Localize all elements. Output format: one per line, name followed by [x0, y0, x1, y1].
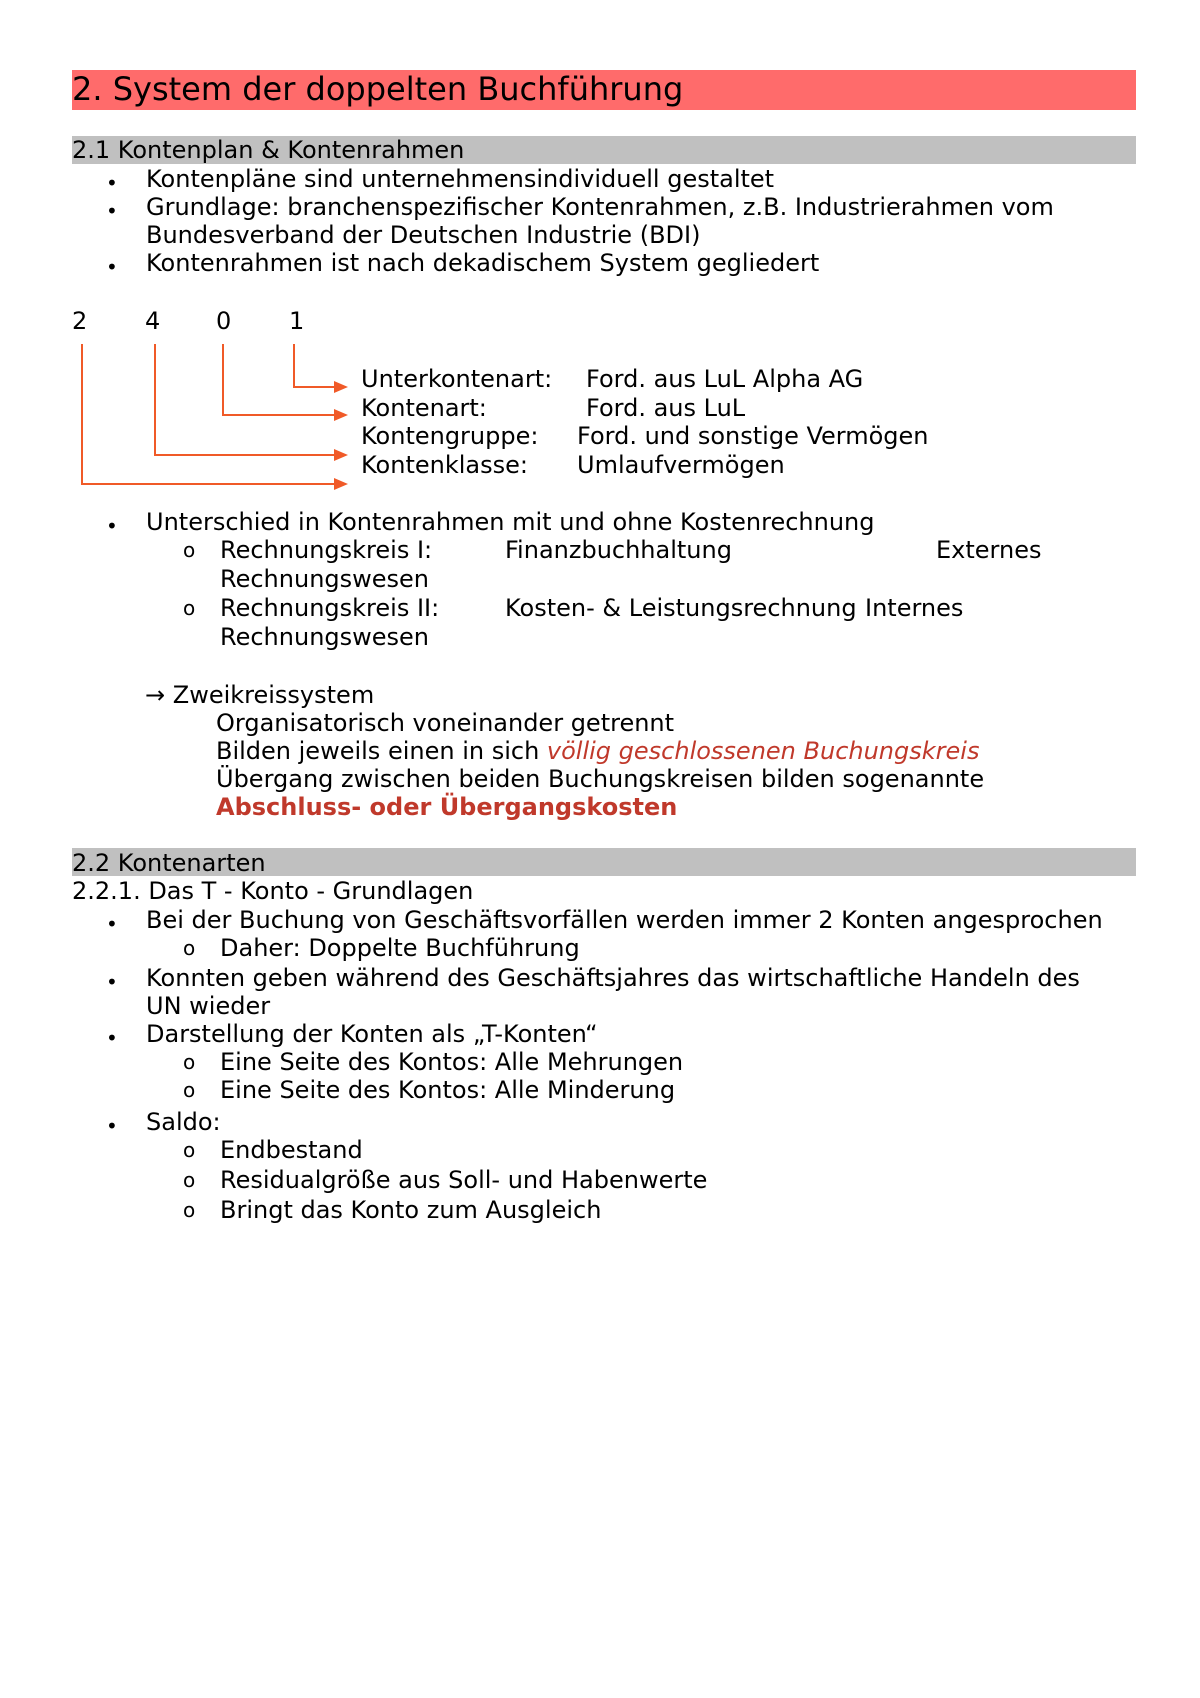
bullet-marker: •: [106, 199, 118, 223]
account-digit: 0: [216, 307, 232, 335]
plain-text: Bilden jeweils einen in sich: [216, 737, 547, 765]
mapping-value: Ford. aus LuL: [586, 394, 746, 422]
subsection-title: 2.2.1. Das T - Konto - Grundlagen: [72, 877, 474, 905]
sub-bullet-marker: o: [183, 538, 196, 562]
sub-bullet-text: Endbestand: [220, 1136, 363, 1164]
mapping-label: Unterkontenart:: [361, 365, 553, 393]
zweikreis-line: Übergang zwischen beiden Buchungskreisen bilden sogenannte: [216, 765, 985, 793]
rechnungskreis-desc: Finanzbuchhaltung: [505, 536, 732, 564]
section-title-2-1: 2.1 Kontenplan & Kontenrahmen: [72, 136, 465, 164]
rechnungskreis-name: Rechnungskreis II:: [220, 594, 440, 622]
arrowhead-icon: [334, 449, 348, 461]
bullet-text: Grundlage: branchenspezifischer Kontenrahmen, z.B. Industrierahmen vom: [146, 193, 1054, 221]
mapping-value: Ford. aus LuL Alpha AG: [586, 365, 864, 393]
bullet-marker: •: [106, 970, 118, 994]
arrow-digit-3: [223, 344, 338, 415]
sub-bullet-marker: o: [183, 1198, 196, 1222]
arrowhead-icon: [334, 409, 348, 421]
sub-bullet-marker: o: [183, 1078, 196, 1102]
account-digit: 2: [72, 307, 88, 335]
section-title-2-2: 2.2 Kontenarten: [72, 849, 266, 877]
zweikreis-line: [216, 739, 979, 763]
highlight-text: völlig geschlossenen Buchungskreis: [546, 737, 980, 765]
bullet-text: Kontenpläne sind unternehmensindividuell gestaltet: [146, 165, 775, 193]
sub-bullet-marker: o: [183, 936, 196, 960]
zweikreis-line: Organisatorisch voneinander getrennt: [216, 709, 675, 737]
bullet-marker: •: [106, 171, 118, 195]
sub-bullet-marker: o: [183, 1138, 196, 1162]
sub-bullet-marker: o: [183, 1168, 196, 1192]
bullet-text: Bei der Buchung von Geschäftsvorfällen werden immer 2 Konten angesprochen: [146, 906, 1103, 934]
bullet-text: Konnten geben während des Geschäftsjahres das wirtschaftliche Handeln des: [146, 964, 1080, 992]
account-digit: 1: [289, 307, 305, 335]
bullet-text: Kontenrahmen ist nach dekadischem System gegliedert: [146, 249, 820, 277]
sub-bullet-text: Daher: Doppelte Buchführung: [220, 934, 580, 962]
mapping-label: Kontenart:: [361, 394, 487, 422]
mapping-value: Umlaufvermögen: [577, 451, 785, 479]
arrow-digit-2: [155, 344, 338, 455]
bullet-marker: •: [106, 1026, 118, 1050]
bullet-text-cont: UN wieder: [146, 992, 271, 1020]
bullet-text-cont: Bundesverband der Deutschen Industrie (BDI): [146, 221, 701, 249]
bullet-text: Saldo:: [146, 1108, 221, 1136]
highlight-bold-text: Abschluss- oder Übergangskosten: [216, 793, 678, 821]
page-title: 2. System der doppelten Buchführung: [72, 70, 684, 108]
bullet-marker: •: [106, 514, 118, 538]
sub-bullet-text: Residualgröße aus Soll- und Habenwerte: [220, 1166, 708, 1194]
bullet-text: Darstellung der Konten als „T-Konten“: [146, 1020, 598, 1048]
mapping-label: Kontenklasse:: [361, 451, 528, 479]
mapping-value: Ford. und sonstige Vermögen: [577, 422, 929, 450]
sub-bullet-text: Eine Seite des Kontos: Alle Minderung: [220, 1076, 676, 1104]
rechnungskreis-type: Externes: [936, 536, 1042, 564]
rechnungskreis-cont: Rechnungswesen: [220, 565, 430, 593]
mapping-label: Kontengruppe:: [361, 422, 539, 450]
arrow-right-icon: →: [145, 681, 166, 709]
bullet-marker: •: [106, 1114, 118, 1138]
zweikreis-heading: [145, 683, 374, 707]
sub-bullet-marker: o: [183, 1050, 196, 1074]
rechnungskreis-name: Rechnungskreis I:: [220, 536, 433, 564]
sub-bullet-text: Eine Seite des Kontos: Alle Mehrungen: [220, 1048, 684, 1076]
arrowhead-icon: [334, 381, 348, 393]
sub-bullet-text: Bringt das Konto zum Ausgleich: [220, 1196, 602, 1224]
bullet-marker: •: [106, 912, 118, 936]
bullet-text: Unterschied in Kontenrahmen mit und ohne Kostenrechnung: [146, 508, 875, 536]
rechnungskreis-desc: Kosten- & Leistungsrechnung: [505, 594, 857, 622]
account-digit: 4: [145, 307, 161, 335]
zweikreis-label: Zweikreissystem: [172, 681, 375, 709]
arrow-digit-4: [294, 344, 338, 387]
rechnungskreis-cont: Rechnungswesen: [220, 623, 430, 651]
arrowhead-icon: [334, 478, 348, 490]
sub-bullet-marker: o: [183, 596, 196, 620]
bullet-marker: •: [106, 255, 118, 279]
rechnungskreis-type: Internes: [865, 594, 964, 622]
